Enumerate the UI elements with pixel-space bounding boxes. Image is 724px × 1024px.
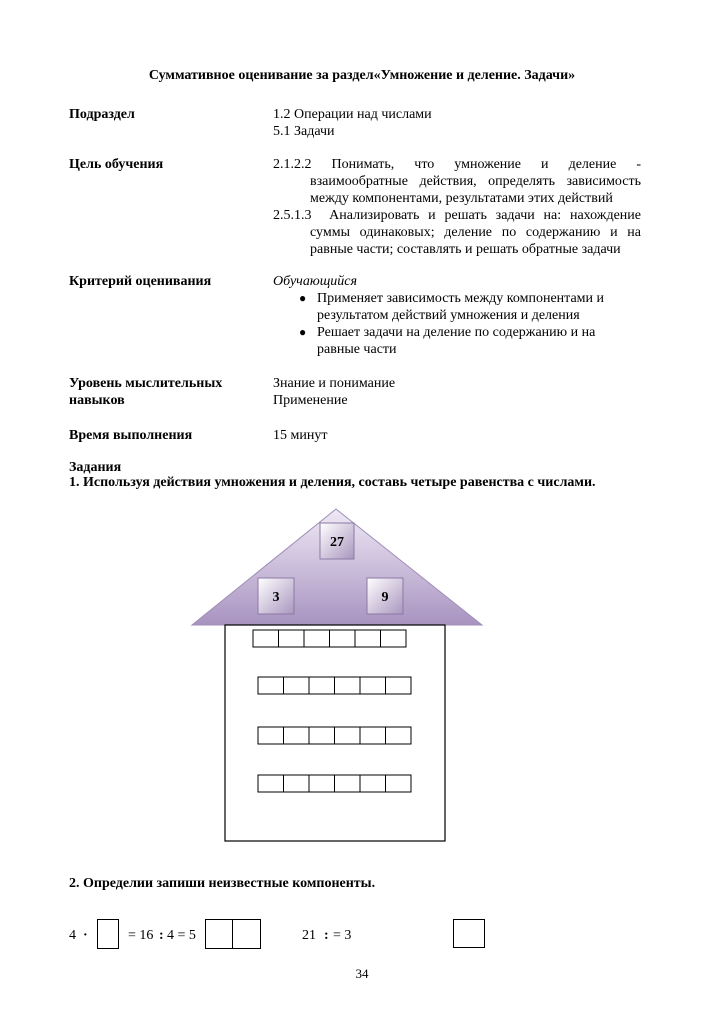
task1-text: 1. Используя действия умножения и деления, составь четыре равенства с числами. (69, 475, 596, 490)
answer-cell[interactable] (386, 677, 412, 694)
bullet-icon: ● (299, 325, 307, 339)
answer-cell[interactable] (381, 630, 407, 647)
learning-goal-code-line: 2.1.2.2 Понимать, что умножение и деление - (273, 157, 641, 172)
answer-cell[interactable] (258, 677, 284, 694)
criteria-list (296, 290, 636, 358)
thinking-level-label (69, 375, 222, 409)
learning-goal-code-line: 2.5.1.3 Анализировать и решать задачи на: нахождение (273, 208, 641, 223)
learning-goal-text: взаимообратные действия, определять зависимость между компонентами, результатами этих действий (310, 174, 641, 206)
criteria-bullet (296, 290, 636, 324)
answer-cell[interactable] (309, 677, 335, 694)
page-number: 34 (355, 966, 369, 981)
number-left: 3 (272, 590, 280, 605)
learning-goal-item-1 (273, 156, 641, 207)
learning-goal-label: Цель обучения (69, 157, 164, 172)
criteria-label: Критерий оценивания (69, 274, 212, 289)
subsection-label: Подраздел (69, 107, 135, 122)
eq1-division: 4 = 5 (167, 928, 196, 943)
bullet-icon: ● (299, 291, 307, 305)
divide-icon: : (324, 928, 329, 943)
answer-cell[interactable] (279, 630, 305, 647)
subsection-value-1: 1.2 Операции над числами (273, 107, 432, 122)
answer-cell[interactable] (386, 727, 412, 744)
answer-cell[interactable] (309, 775, 335, 792)
criteria-bullet-text: Решает задачи на деление по содержанию и на равные части (317, 325, 596, 357)
thinking-level-values (273, 375, 395, 409)
criteria-bullet (296, 324, 636, 358)
eq1-result: = 16 (128, 928, 154, 943)
answer-cell[interactable] (253, 630, 279, 647)
answer-cell[interactable] (258, 727, 284, 744)
answer-cell[interactable] (284, 727, 310, 744)
answer-cell[interactable] (386, 775, 412, 792)
divide-icon: : (159, 928, 164, 943)
number-right: 9 (381, 590, 389, 605)
answer-cell[interactable] (355, 630, 381, 647)
criteria-lead: Обучающийся (273, 274, 358, 289)
thinking-level-label-line1: Уровень мыслительных (69, 376, 223, 391)
multiply-icon: · (83, 928, 88, 943)
answer-cell[interactable] (335, 677, 361, 694)
answer-cell[interactable] (304, 630, 330, 647)
answer-box-2b[interactable] (232, 919, 261, 949)
eq2-dividend: 21 (302, 928, 316, 943)
answer-cell[interactable] (258, 775, 284, 792)
subsection-value-2: 5.1 Задачи (273, 124, 335, 139)
answer-box-2a[interactable] (205, 919, 233, 949)
thinking-level-value-1: Знание и понимание (273, 376, 396, 391)
tasks-heading: Задания (69, 460, 122, 475)
answer-cell[interactable] (309, 727, 335, 744)
criteria-bullet-text: Применяет зависимость между компонентами и результатом действий умножения и деления (317, 291, 605, 323)
thinking-level-value-2: Применение (273, 393, 348, 408)
eq2-result: = 3 (333, 928, 352, 943)
thinking-level-label-line2: навыков (69, 393, 125, 408)
answer-cell[interactable] (335, 727, 361, 744)
answer-box-1[interactable] (97, 919, 119, 949)
answer-cell[interactable] (360, 775, 386, 792)
answer-cell[interactable] (330, 630, 356, 647)
time-value: 15 минут (273, 428, 328, 443)
subsection-values (273, 106, 432, 140)
page-title: Суммативное оценивание за раздел«Умножение и деление. Задачи» (148, 68, 576, 83)
task2-text: 2. Определии запиши неизвестные компоненты. (69, 876, 376, 891)
number-tile-left (258, 578, 294, 614)
answer-box-3[interactable] (453, 919, 485, 948)
answer-cell[interactable] (360, 727, 386, 744)
answer-cell[interactable] (284, 677, 310, 694)
answer-cell[interactable] (360, 677, 386, 694)
eq1-factor: 4 (69, 928, 76, 943)
number-top: 27 (330, 535, 344, 550)
learning-goal-text: суммы одинаковых; деление по содержанию и на равные части; составлять и решать обратные задачи (310, 225, 641, 257)
answer-cell[interactable] (284, 775, 310, 792)
answer-cell[interactable] (335, 775, 361, 792)
house-figure (190, 505, 490, 845)
number-tile-top (320, 523, 354, 559)
number-tile-right (367, 578, 403, 614)
learning-goal-item-2 (273, 207, 641, 258)
time-label: Время выполнения (69, 428, 193, 443)
